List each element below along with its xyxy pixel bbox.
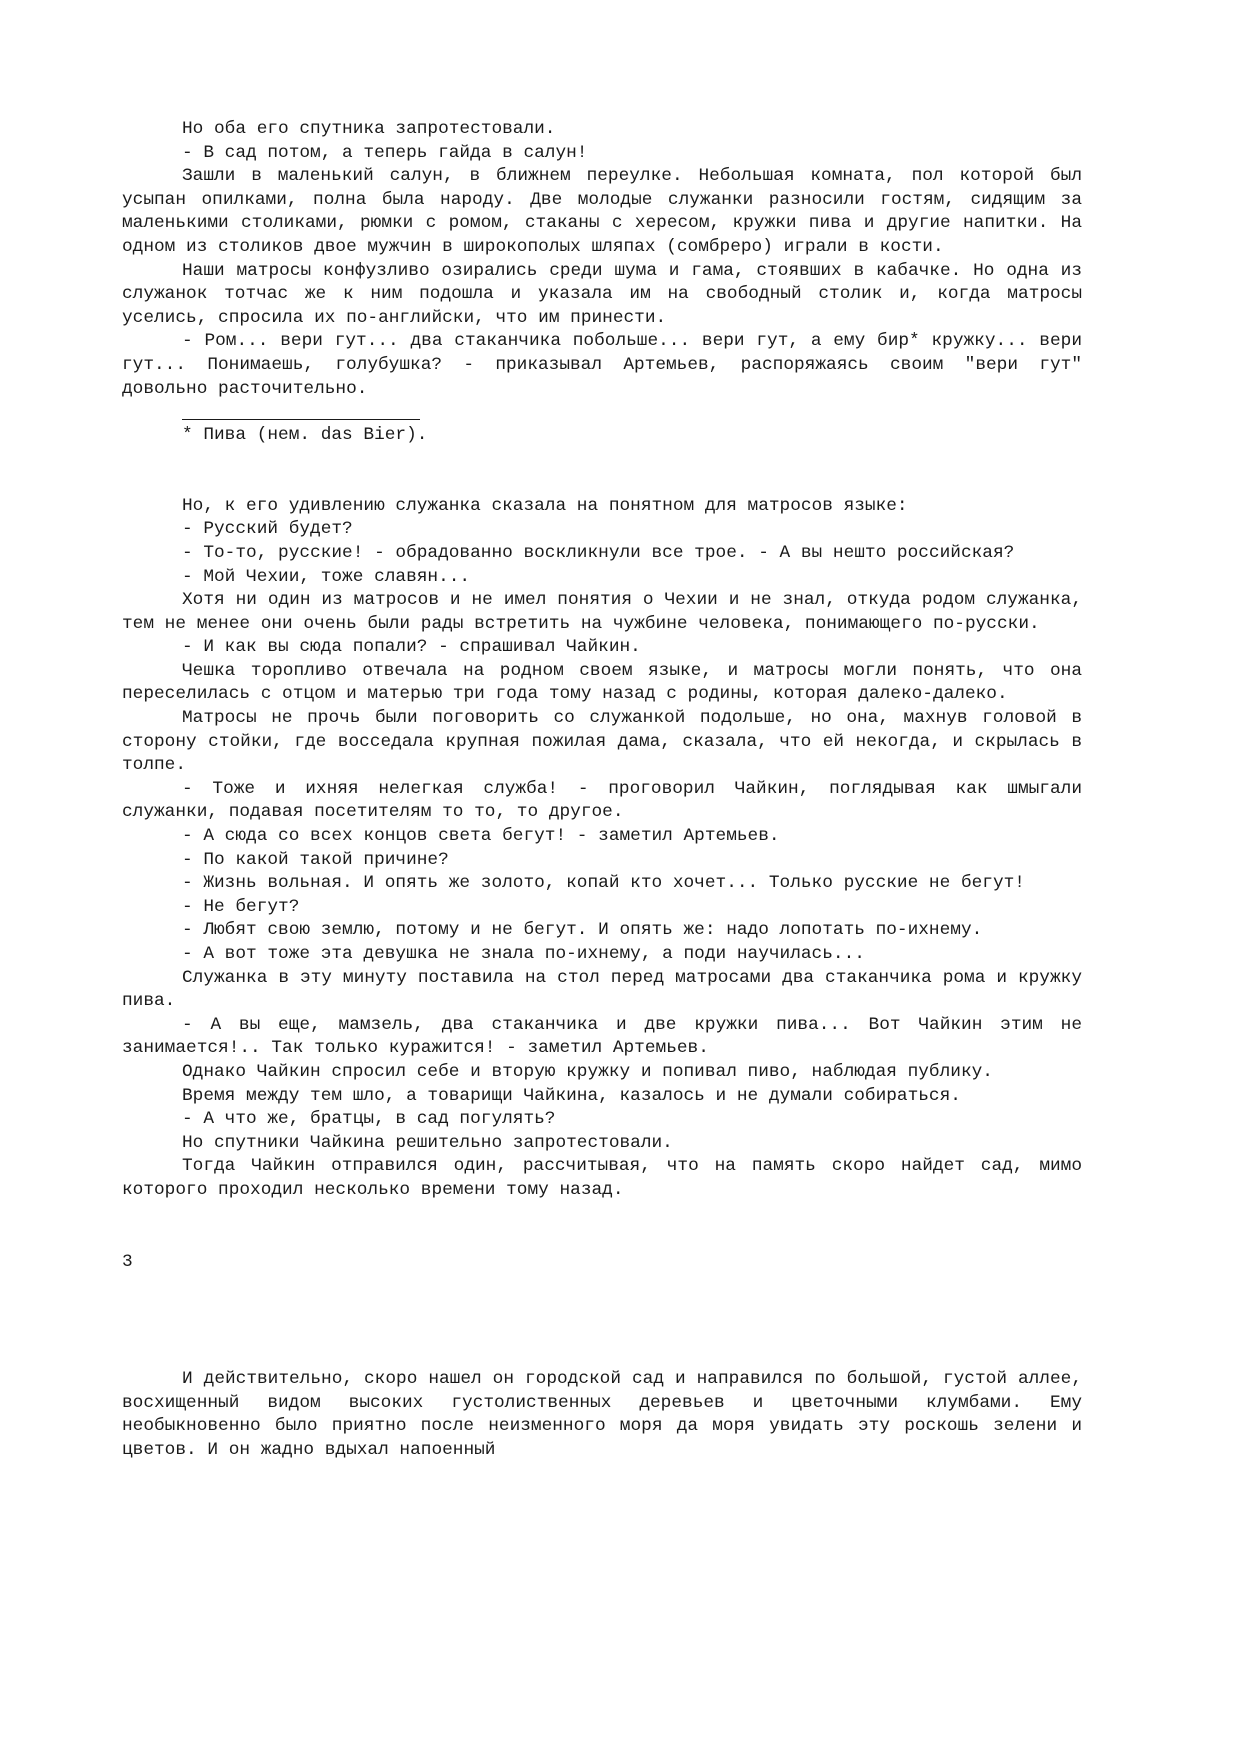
paragraph: - Ром... вери гут... два стаканчика побольше... вери гут, а ему бир* кружку... вери гут... Понимаешь, голубушка? - приказывал Артемьев, распоряжаясь своим "вери гут" довольно расточительно. (122, 331, 1082, 399)
spacer (122, 1274, 1082, 1368)
paragraph: - Жизнь вольная. И опять же золото, копай кто хочет... Только русские не бегут! (182, 873, 1025, 894)
paragraph: Тогда Чайкин отправился один, рассчитывая, что на память скоро найдет сад, мимо которого проходил несколько времени тому назад. (122, 1156, 1082, 1200)
paragraph: Служанка в эту минуту поставила на стол перед матросами два стаканчика рома и кружку пива. (122, 967, 1082, 1012)
paragraph: Чешка торопливо отвечала на родном своем языке, и матросы могли понять, что она переселилась с отцом и матерью три года тому назад с родины, которая далеко-далеко. (122, 660, 1082, 705)
footnote-separator (182, 419, 420, 420)
paragraph: Время между тем шло, а товарищи Чайкина, казалось и не думали собираться. (182, 1085, 961, 1106)
footnote: * Пива (нем. das Bier). (182, 425, 428, 446)
paragraph: - Не бегут? (182, 896, 300, 917)
paragraph: Наши матросы конфузливо озирались среди шума и гама, стоявших в кабачке. Но одна из служанок тотчас же к ним подошла и указала им на свободный столик и, когда матросы уселись, спросила их по-английски, что им принести. (122, 260, 1082, 328)
paragraph: - В сад потом, а теперь гайда в салун! (182, 142, 588, 163)
paragraph: Но, к его удивлению служанка сказала на понятном для матросов языке: (182, 495, 908, 516)
paragraph: Хотя ни один из матросов и не имел понятия о Чехии и не знал, откуда родом служанка, тем не менее они очень были рады встретить на чужбине человека, понимающего по-русски. (122, 590, 1082, 634)
paragraph: - А что же, братцы, в сад погулять? (182, 1109, 556, 1130)
paragraph: Но спутники Чайкина решительно запротестовали. (182, 1132, 673, 1153)
spacer (122, 1203, 1082, 1251)
paragraph: - Мой Чехии, тоже славян... (182, 566, 471, 587)
paragraph: - А сюда со всех концов света бегут! - заметил Артемьев. (182, 826, 780, 847)
paragraph: - И как вы сюда попали? - спрашивал Чайкин. (182, 637, 641, 658)
paragraph: И действительно, скоро нашел он городской сад и направился по большой, густой аллее, восхищенный видом высоких густолиственных деревьев и цветочными клумбами. Ему необыкновенно было приятно после неизменного моря да моря увидать эту роскошь зелени и цветов. И он жадно вдыхал напоенный (122, 1369, 1082, 1460)
chapter-number: 3 (122, 1251, 133, 1272)
paragraph: Но оба его спутника запротестовали. (182, 119, 556, 139)
document-body (122, 118, 1082, 1463)
paragraph: - А вы еще, мамзель, два стаканчика и две кружки пива... Вот Чайкин этим не занимается!.. Так только куражится! - заметил Артемьев. (122, 1014, 1082, 1059)
spacer (122, 448, 1082, 495)
paragraph: - То-то, русские! - обрадованно воскликнули все трое. - А вы нешто российская? (182, 542, 1015, 563)
paragraph: - А вот тоже эта девушка не знала по-ихнему, а поди научилась... (182, 944, 865, 964)
paragraph: Матросы не прочь были поговорить со служанкой подольше, но она, махнув головой в сторону стойки, где восседала крупная пожилая дама, сказала, что ей некогда, и скрылась в толпе. (122, 708, 1082, 776)
paragraph: - По какой такой причине? (182, 849, 449, 870)
paragraph: Однако Чайкин спросил себе и вторую кружку и попивал пиво, наблюдая публику. (182, 1061, 993, 1082)
paragraph: - Любят свою землю, потому и не бегут. И опять же: надо лопотать по-ихнему. (182, 920, 983, 941)
paragraph: - Тоже и ихняя нелегкая служба! - проговорил Чайкин, поглядывая как шмыгали служанки, подавая посетителям то то, то другое. (122, 778, 1082, 823)
paragraph: Зашли в маленький салун, в ближнем переулке. Небольшая комната, пол которой был усыпан опилками, полна была народу. Две молодые служанки разносили гостям, сидящим за маленькими столиками, рюмки с ромом, стаканы с хересом, кружки пива и другие напитки. На одном из столиков двое мужчин в широкополых шляпах (сомбреро) играли в кости. (122, 166, 1082, 257)
paragraph: - Русский будет? (182, 519, 353, 540)
